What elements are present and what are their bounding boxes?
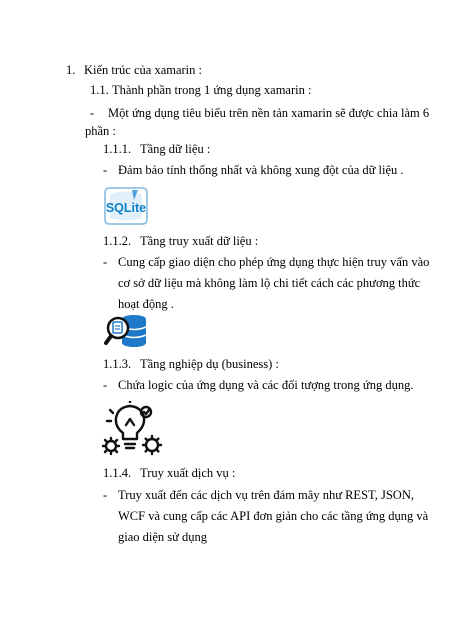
lightbulb-gears-icon (101, 401, 165, 459)
section-2-text-line-2: cơ sở dữ liệu mà không làm lộ chi tiết cách các phương thức (118, 276, 421, 290)
section-3-number: 1.1.3. (103, 357, 132, 371)
heading-1-number: 1. (66, 63, 76, 77)
section-2-text-line-3: hoạt động . (118, 297, 174, 311)
section-1-bullet: - (103, 163, 108, 177)
intro-bullet: - (90, 106, 95, 120)
section-3-text: Chứa logic của ứng dụng và các đối tượng trong ứng dụng. (118, 378, 414, 392)
database-search-icon (104, 311, 150, 355)
section-2-title: Tầng truy xuất dữ liệu : (140, 234, 259, 248)
section-2-bullet: - (103, 255, 108, 269)
section-1-number: 1.1.1. (103, 142, 132, 156)
section-2-text-line-1: Cung cấp giao diện cho phép ứng dụng thực hiện truy vấn vào (118, 255, 430, 269)
section-3-bullet: - (103, 378, 108, 392)
section-4-bullet: - (103, 488, 108, 502)
sqlite-logo-icon (104, 186, 148, 226)
sqlite-logo-text: SQLite (105, 201, 147, 215)
section-4-text-line-3: giao diện sử dụng (118, 530, 208, 544)
heading-1-text: Kiến trúc của xamarin : (84, 63, 203, 77)
section-4-text-line-2: WCF và cung cấp các API đơn giản cho các tầng ứng dụng và (118, 509, 429, 523)
heading-2-number: 1.1. (90, 83, 109, 97)
section-1-title: Tầng dữ liệu : (140, 142, 211, 156)
section-4-title: Truy xuất dịch vụ : (140, 466, 236, 480)
intro-line-2: phần : (85, 124, 116, 138)
section-4-text-line-1: Truy xuất đến các dịch vụ trên đám mây như REST, JSON, (118, 488, 414, 502)
heading-2-text: Thành phần trong 1 ứng dụng xamarin : (112, 83, 312, 97)
section-1-text: Đảm bảo tính thống nhất và không xung đột của dữ liệu . (118, 163, 404, 177)
section-3-title: Tầng nghiệp dụ (business) : (140, 357, 279, 371)
section-2-number: 1.1.2. (103, 234, 132, 248)
section-4-number: 1.1.4. (103, 466, 132, 480)
intro-line-1: Một ứng dụng tiêu biểu trên nền tản xamarin sẽ được chia làm 6 (108, 106, 430, 120)
